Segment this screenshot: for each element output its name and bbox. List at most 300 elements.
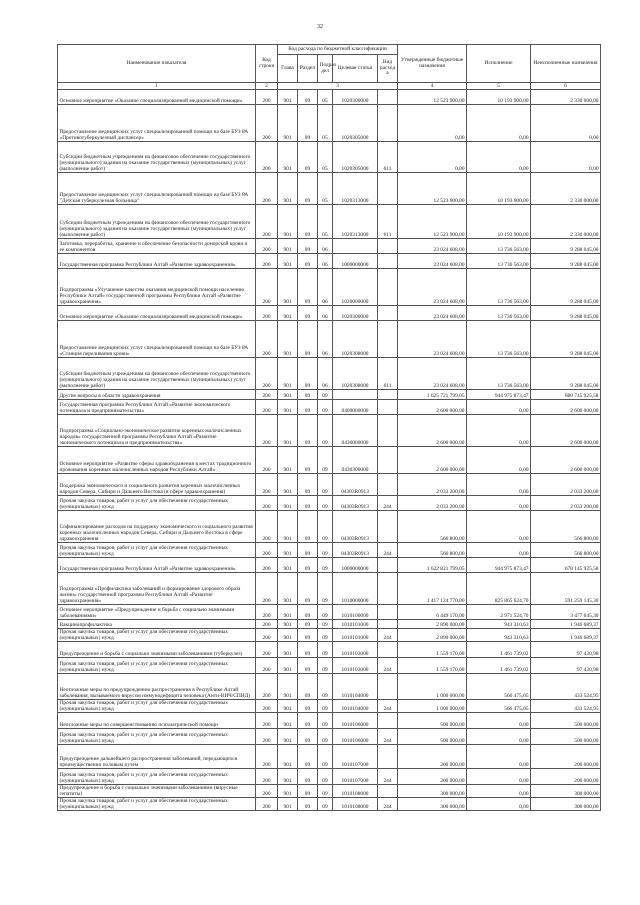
row-expense-type — [378, 674, 398, 700]
row-glava: 901 — [278, 573, 298, 605]
row-unexecuted: 9 288 045,00 — [531, 269, 601, 306]
row-approved: 300 000,00 — [398, 798, 467, 811]
row-name: Субсидии бюджетным учреждениям на финансовое обеспечение государственного (муниципального) задания на оказание государственных (муниципальных) услуг (выполнение работ) — [58, 142, 256, 173]
row-expense-type — [378, 254, 398, 269]
table-row — [58, 674, 601, 700]
row-podrazdel: 09 — [318, 713, 333, 729]
row-line-code: 200 — [256, 358, 278, 390]
row-unexecuted: 2 600 000,00 — [531, 400, 601, 415]
row-podrazdel: 06 — [318, 239, 333, 254]
row-target-article: 1020300000 — [333, 90, 378, 105]
row-execution: 10 193 900,00 — [467, 173, 531, 205]
row-approved: 12 523 900,00 — [398, 205, 467, 239]
row-glava: 901 — [278, 785, 298, 798]
row-name: Предупреждение дальнейшего распространения заболеваний, передающихся преимущественно половым путем — [58, 745, 256, 769]
row-target-article: 1000000000 — [333, 558, 378, 573]
header-glava: Глава — [278, 55, 298, 83]
row-name: Предоставление медицинских услуг специализированной помощи на базе БУЗ РА «Противотуберкулезный диспансер» — [58, 105, 256, 142]
column-number: 5 — [467, 83, 531, 90]
header-target-article: Целевая статья — [333, 55, 378, 83]
row-podrazdel: 09 — [318, 496, 333, 511]
row-glava: 901 — [278, 105, 298, 142]
header-name: Наименование показателя — [58, 45, 256, 83]
row-expense-type: 244 — [378, 769, 398, 785]
table-row — [58, 713, 601, 729]
row-unexecuted: 2 600 000,00 — [531, 447, 601, 474]
row-unexecuted: 9 288 045,00 — [531, 321, 601, 358]
row-razdel: 09 — [298, 415, 318, 447]
row-target-article: 1010108000 — [333, 798, 378, 811]
row-line-code: 200 — [256, 306, 278, 321]
row-razdel: 09 — [298, 745, 318, 769]
row-expense-type — [378, 620, 398, 629]
row-podrazdel: 09 — [318, 511, 333, 543]
table-row — [58, 558, 601, 573]
row-target-article: 1010107000 — [333, 769, 378, 785]
row-execution: 944 975 873,47 — [467, 390, 531, 400]
row-expense-type: 611 — [378, 142, 398, 173]
header-expense-type: Вид расход а — [378, 55, 398, 83]
row-line-code: 200 — [256, 415, 278, 447]
row-glava: 901 — [278, 269, 298, 306]
row-razdel: 09 — [298, 700, 318, 713]
row-approved: 0,00 — [398, 142, 467, 173]
budget-execution-table — [57, 44, 601, 811]
row-execution: 13 736 563,00 — [467, 239, 531, 254]
row-execution: 0,00 — [467, 415, 531, 447]
row-line-code: 200 — [256, 205, 278, 239]
table-row — [58, 605, 601, 620]
table-row — [58, 400, 601, 415]
row-expense-type — [378, 415, 398, 447]
row-line-code: 200 — [256, 605, 278, 620]
row-podrazdel: 09 — [318, 620, 333, 629]
row-podrazdel: 09 — [318, 400, 333, 415]
row-approved: 1 000 000,00 — [398, 700, 467, 713]
row-expense-type: 611 — [378, 205, 398, 239]
row-execution: 1 461 739,02 — [467, 642, 531, 658]
row-unexecuted: 566 800,00 — [531, 543, 601, 558]
row-unexecuted: 2 033 200,00 — [531, 496, 601, 511]
row-glava: 901 — [278, 90, 298, 105]
row-approved: 500 000,00 — [398, 713, 467, 729]
row-expense-type — [378, 400, 398, 415]
row-glava: 901 — [278, 798, 298, 811]
row-glava: 901 — [278, 239, 298, 254]
row-expense-type: 244 — [378, 798, 398, 811]
row-expense-type: 244 — [378, 496, 398, 511]
row-podrazdel: 09 — [318, 798, 333, 811]
table-row — [58, 239, 601, 254]
row-podrazdel: 09 — [318, 785, 333, 798]
row-podrazdel: 05 — [318, 105, 333, 142]
row-glava: 901 — [278, 745, 298, 769]
header-budget-classification: Код расхода по бюджетной классификации — [278, 45, 398, 55]
row-glava: 901 — [278, 474, 298, 496]
row-line-code: 200 — [256, 173, 278, 205]
row-name: Субсидии бюджетным учреждениям на финансовое обеспечение государственного (муниципального) задания на оказание государственных (муниципальных) услуг (выполнение работ) — [58, 205, 256, 239]
row-glava: 901 — [278, 447, 298, 474]
row-approved: 23 024 608,00 — [398, 239, 467, 254]
row-name: Заготовка, переработка, хранение и обеспечение безопасности донорской крови и ее компонентов — [58, 239, 256, 254]
row-execution: 13 736 563,00 — [467, 358, 531, 390]
row-expense-type: 244 — [378, 658, 398, 674]
row-glava: 901 — [278, 358, 298, 390]
row-unexecuted: 2 600 000,00 — [531, 415, 601, 447]
row-name: Прочая закупка товаров, работ и услуг для обеспечения государственных (муниципальных) нужд — [58, 700, 256, 713]
row-podrazdel: 09 — [318, 390, 333, 400]
row-podrazdel: 09 — [318, 543, 333, 558]
row-expense-type: 244 — [378, 729, 398, 745]
column-number: 2 — [256, 83, 278, 90]
row-target-article: 1010103000 — [333, 642, 378, 658]
row-target-article: 0430300000 — [333, 447, 378, 474]
row-razdel: 09 — [298, 447, 318, 474]
row-line-code: 200 — [256, 321, 278, 358]
row-target-article: 1020305000 — [333, 105, 378, 142]
row-razdel: 09 — [298, 785, 318, 798]
row-unexecuted: 9 288 045,00 — [531, 239, 601, 254]
table-row — [58, 543, 601, 558]
row-glava: 901 — [278, 620, 298, 629]
row-approved: 2 600 000,00 — [398, 400, 467, 415]
table-row — [58, 142, 601, 173]
row-razdel: 09 — [298, 358, 318, 390]
row-target-article: 1010106000 — [333, 729, 378, 745]
column-number: 6 — [531, 83, 601, 90]
row-target-article: 1010104000 — [333, 674, 378, 700]
row-unexecuted: 433 524,95 — [531, 700, 601, 713]
row-line-code: 200 — [256, 658, 278, 674]
row-execution: 13 736 563,00 — [467, 254, 531, 269]
row-approved: 200 000,00 — [398, 745, 467, 769]
column-number: 3 — [278, 83, 398, 90]
row-line-code: 200 — [256, 511, 278, 543]
row-razdel: 09 — [298, 543, 318, 558]
row-unexecuted: 200 000,00 — [531, 769, 601, 785]
row-podrazdel: 06 — [318, 254, 333, 269]
row-line-code: 200 — [256, 90, 278, 105]
table-row — [58, 769, 601, 785]
row-execution: 0,00 — [467, 105, 531, 142]
row-unexecuted: 0,00 — [531, 105, 601, 142]
row-expense-type — [378, 447, 398, 474]
row-approved: 500 000,00 — [398, 729, 467, 745]
row-approved: 2 600 000,00 — [398, 447, 467, 474]
row-execution: 943 310,63 — [467, 620, 531, 629]
row-target-article: 1010000000 — [333, 573, 378, 605]
row-line-code: 200 — [256, 254, 278, 269]
row-razdel: 09 — [298, 642, 318, 658]
row-unexecuted: 591 259 145,30 — [531, 573, 601, 605]
row-expense-type: 611 — [378, 358, 398, 390]
row-podrazdel: 09 — [318, 629, 333, 642]
row-razdel: 09 — [298, 205, 318, 239]
row-podrazdel: 09 — [318, 658, 333, 674]
row-line-code: 200 — [256, 269, 278, 306]
table-row — [58, 306, 601, 321]
row-approved: 566 800,00 — [398, 543, 467, 558]
row-approved: 6 449 170,00 — [398, 605, 467, 620]
row-target-article: 0430000000 — [333, 415, 378, 447]
row-line-code: 200 — [256, 620, 278, 629]
row-unexecuted: 433 524,95 — [531, 674, 601, 700]
row-approved: 1 625 721 799,05 — [398, 390, 467, 400]
row-approved: 2 033 200,00 — [398, 496, 467, 511]
row-execution: 1 461 739,02 — [467, 658, 531, 674]
row-glava: 901 — [278, 543, 298, 558]
row-approved: 1 417 124 770,00 — [398, 573, 467, 605]
row-name: Неотложные меры по совершенствованию психиатрической помощи — [58, 713, 256, 729]
row-execution: 10 193 900,00 — [467, 205, 531, 239]
row-execution: 13 736 563,00 — [467, 269, 531, 306]
row-glava: 901 — [278, 254, 298, 269]
row-podrazdel: 09 — [318, 674, 333, 700]
row-unexecuted: 500 000,00 — [531, 713, 601, 729]
table-row — [58, 573, 601, 605]
row-name: Прочая закупка товаров, работ и услуг для обеспечения государственных (муниципальных) нужд — [58, 543, 256, 558]
row-approved: 1 622 821 799,05 — [398, 558, 467, 573]
row-expense-type — [378, 511, 398, 543]
table-row — [58, 205, 601, 239]
row-razdel: 09 — [298, 573, 318, 605]
row-unexecuted: 2 033 200,00 — [531, 474, 601, 496]
row-razdel: 09 — [298, 269, 318, 306]
row-unexecuted: 2 330 000,00 — [531, 205, 601, 239]
row-target-article: 1020308000 — [333, 358, 378, 390]
row-podrazdel: 06 — [318, 269, 333, 306]
row-razdel: 09 — [298, 511, 318, 543]
table-row — [58, 745, 601, 769]
row-unexecuted: 200 000,00 — [531, 745, 601, 769]
row-podrazdel: 09 — [318, 745, 333, 769]
row-expense-type — [378, 745, 398, 769]
table-row — [58, 629, 601, 642]
row-execution: 0,00 — [467, 729, 531, 745]
table-row — [58, 90, 601, 105]
row-line-code: 200 — [256, 543, 278, 558]
row-podrazdel: 09 — [318, 700, 333, 713]
table-row — [58, 511, 601, 543]
row-razdel: 09 — [298, 173, 318, 205]
row-glava: 901 — [278, 605, 298, 620]
row-execution: 944 975 873,47 — [467, 558, 531, 573]
row-name: Поддержка экономического и социального развития коренных малочисленных народов Севера, Сибири и Дальнего Востока (в сфере здравоохранения) — [58, 474, 256, 496]
row-razdel: 09 — [298, 105, 318, 142]
row-approved: 566 800,00 — [398, 511, 467, 543]
row-target-article: 1020313000 — [333, 205, 378, 239]
row-execution: 0,00 — [467, 474, 531, 496]
row-glava: 901 — [278, 173, 298, 205]
table-row — [58, 658, 601, 674]
row-unexecuted: 300 000,00 — [531, 785, 601, 798]
row-unexecuted: 3 477 645,30 — [531, 605, 601, 620]
table-row — [58, 642, 601, 658]
row-line-code: 200 — [256, 573, 278, 605]
column-number: 4 — [398, 83, 467, 90]
row-podrazdel: 06 — [318, 321, 333, 358]
row-name: Подпрограмма «Профилактика заболеваний и формирование здорового образа жизни» государственной программы Республики Алтай «Развитие здравоохранения» — [58, 573, 256, 605]
row-approved: 23 024 608,00 — [398, 254, 467, 269]
row-podrazdel: 06 — [318, 358, 333, 390]
row-razdel: 09 — [298, 769, 318, 785]
row-expense-type — [378, 269, 398, 306]
table-row — [58, 620, 601, 629]
table-row — [58, 415, 601, 447]
row-glava: 901 — [278, 390, 298, 400]
row-line-code: 200 — [256, 745, 278, 769]
row-name: Основное мероприятие «Оказание специализированной медицинской помощи» — [58, 306, 256, 321]
row-name: Предупреждение и борьба с социально значимыми заболеваниями (туберкулез) — [58, 642, 256, 658]
row-approved: 23 024 608,00 — [398, 358, 467, 390]
row-approved: 1 559 170,00 — [398, 642, 467, 658]
row-line-code: 200 — [256, 642, 278, 658]
row-name: Прочая закупка товаров, работ и услуг для обеспечения государственных (муниципальных) нужд — [58, 658, 256, 674]
row-name: Основное мероприятие «Развитие сферы здравоохранения в местах традиционного проживания коренных малочисленных народов Республики Алтай» — [58, 447, 256, 474]
row-expense-type — [378, 573, 398, 605]
header-unexecuted: Неисполненные назначения — [531, 45, 601, 83]
row-glava: 901 — [278, 700, 298, 713]
table-row — [58, 729, 601, 745]
table-row — [58, 390, 601, 400]
row-podrazdel: 05 — [318, 205, 333, 239]
row-execution: 0,00 — [467, 798, 531, 811]
row-glava: 901 — [278, 642, 298, 658]
header-razdel: Раздел — [298, 55, 318, 83]
row-podrazdel: 05 — [318, 173, 333, 205]
table-row — [58, 496, 601, 511]
row-line-code: 200 — [256, 629, 278, 642]
row-podrazdel: 05 — [318, 90, 333, 105]
row-execution: 0,00 — [467, 745, 531, 769]
row-glava: 901 — [278, 558, 298, 573]
row-target-article: 1020000000 — [333, 269, 378, 306]
row-name: Государственная программа Республики Алтай «Развитие здравоохранения» — [58, 558, 256, 573]
table-row — [58, 798, 601, 811]
row-unexecuted: 97 430,98 — [531, 658, 601, 674]
row-line-code: 200 — [256, 474, 278, 496]
row-approved: 2 033 200,00 — [398, 474, 467, 496]
row-target-article: 1000000000 — [333, 254, 378, 269]
row-approved: 12 523 900,00 — [398, 173, 467, 205]
row-approved: 300 000,00 — [398, 785, 467, 798]
row-podrazdel: 09 — [318, 474, 333, 496]
row-target-article — [333, 239, 378, 254]
row-name: Прочая закупка товаров, работ и услуг для обеспечения государственных (муниципальных) нужд — [58, 769, 256, 785]
row-name: Субсидии бюджетным учреждениям на финансовое обеспечение государственного (муниципального) задания на оказание государственных (муниципальных) услуг (выполнение работ) — [58, 358, 256, 390]
row-execution: 13 736 563,00 — [467, 321, 531, 358]
row-execution: 566 475,05 — [467, 674, 531, 700]
row-target-article: 1020313000 — [333, 173, 378, 205]
row-glava: 901 — [278, 496, 298, 511]
row-target-article: 04303R0913 — [333, 496, 378, 511]
row-unexecuted: 680 745 925,58 — [531, 390, 601, 400]
row-approved: 2 890 000,00 — [398, 620, 467, 629]
row-expense-type — [378, 642, 398, 658]
table-row — [58, 105, 601, 142]
row-expense-type — [378, 321, 398, 358]
row-glava: 901 — [278, 658, 298, 674]
row-approved: 12 523 900,00 — [398, 90, 467, 105]
row-target-article: 1020308000 — [333, 321, 378, 358]
row-unexecuted: 500 000,00 — [531, 729, 601, 745]
row-glava: 901 — [278, 142, 298, 173]
row-razdel: 09 — [298, 620, 318, 629]
row-expense-type — [378, 785, 398, 798]
row-unexecuted: 300 000,00 — [531, 798, 601, 811]
row-target-article: 1010104000 — [333, 700, 378, 713]
row-podrazdel: 09 — [318, 558, 333, 573]
header-approved: Утвержденные бюджетные назначения — [398, 45, 467, 83]
row-target-article: 1020305000 — [333, 142, 378, 173]
row-razdel: 09 — [298, 306, 318, 321]
row-podrazdel: 09 — [318, 729, 333, 745]
row-execution: 0,00 — [467, 785, 531, 798]
row-name: Неотложные меры по предупреждению распространения в Республике Алтай заболевания, вызываемого вирусом иммунодефицита человека (Анти-ВИЧ/СПИД) — [58, 674, 256, 700]
row-name: Государственная программа Республики Алтай «Развитие экономического потенциала и предпринимательства» — [58, 400, 256, 415]
row-podrazdel: 05 — [318, 142, 333, 173]
row-name: Предоставление медицинских услуг специализированной помощи на базе БУЗ РА «Станция переливания крови» — [58, 321, 256, 358]
row-razdel: 09 — [298, 496, 318, 511]
row-approved: 2 600 000,00 — [398, 415, 467, 447]
row-name: Предоставление медицинских услуг специализированной помощи на базе БУЗ РА "Детская туберкулезная больница" — [58, 173, 256, 205]
row-name: Подпрограмма «Улучшение качества оказания медицинской помощи населению Республики Алтай» государственной программы Республики Алтай «Развитие здравоохранения» — [58, 269, 256, 306]
table-row — [58, 785, 601, 798]
row-target-article: 04303R0913 — [333, 511, 378, 543]
row-line-code: 200 — [256, 674, 278, 700]
row-unexecuted: 1 946 689,37 — [531, 629, 601, 642]
row-target-article: 1020300000 — [333, 306, 378, 321]
row-expense-type — [378, 306, 398, 321]
row-glava: 901 — [278, 415, 298, 447]
row-podrazdel: 09 — [318, 769, 333, 785]
row-execution: 0,00 — [467, 142, 531, 173]
row-line-code: 200 — [256, 729, 278, 745]
row-name: Прочая закупка товаров, работ и услуг для обеспечения государственных (муниципальных) нужд — [58, 729, 256, 745]
row-target-article: 1010107000 — [333, 745, 378, 769]
row-execution: 943 310,63 — [467, 629, 531, 642]
row-approved: 23 024 608,00 — [398, 321, 467, 358]
row-line-code: 200 — [256, 239, 278, 254]
row-execution: 13 736 563,00 — [467, 306, 531, 321]
row-expense-type — [378, 90, 398, 105]
header-line-code: Код строки — [256, 45, 278, 83]
row-expense-type — [378, 390, 398, 400]
row-execution: 0,00 — [467, 543, 531, 558]
row-expense-type: 244 — [378, 629, 398, 642]
row-podrazdel: 09 — [318, 447, 333, 474]
row-unexecuted: 1 946 689,37 — [531, 620, 601, 629]
row-razdel: 09 — [298, 142, 318, 173]
row-name: Предупреждение и борьба с социально значимыми заболеваниями (вирусные гепатиты) — [58, 785, 256, 798]
row-name: Прочая закупка товаров, работ и услуг для обеспечения государственных (муниципальных) нужд — [58, 496, 256, 511]
row-expense-type — [378, 474, 398, 496]
row-line-code: 200 — [256, 105, 278, 142]
row-glava: 901 — [278, 306, 298, 321]
row-approved: 200 000,00 — [398, 769, 467, 785]
table-row — [58, 447, 601, 474]
row-podrazdel: 09 — [318, 573, 333, 605]
row-unexecuted: 2 330 000,00 — [531, 173, 601, 205]
row-razdel: 09 — [298, 605, 318, 620]
row-execution: 0,00 — [467, 496, 531, 511]
row-podrazdel: 09 — [318, 415, 333, 447]
row-target-article: 04303R0913 — [333, 543, 378, 558]
table-row — [58, 269, 601, 306]
row-target-article: 1010101000 — [333, 620, 378, 629]
row-expense-type — [378, 173, 398, 205]
row-glava: 901 — [278, 769, 298, 785]
